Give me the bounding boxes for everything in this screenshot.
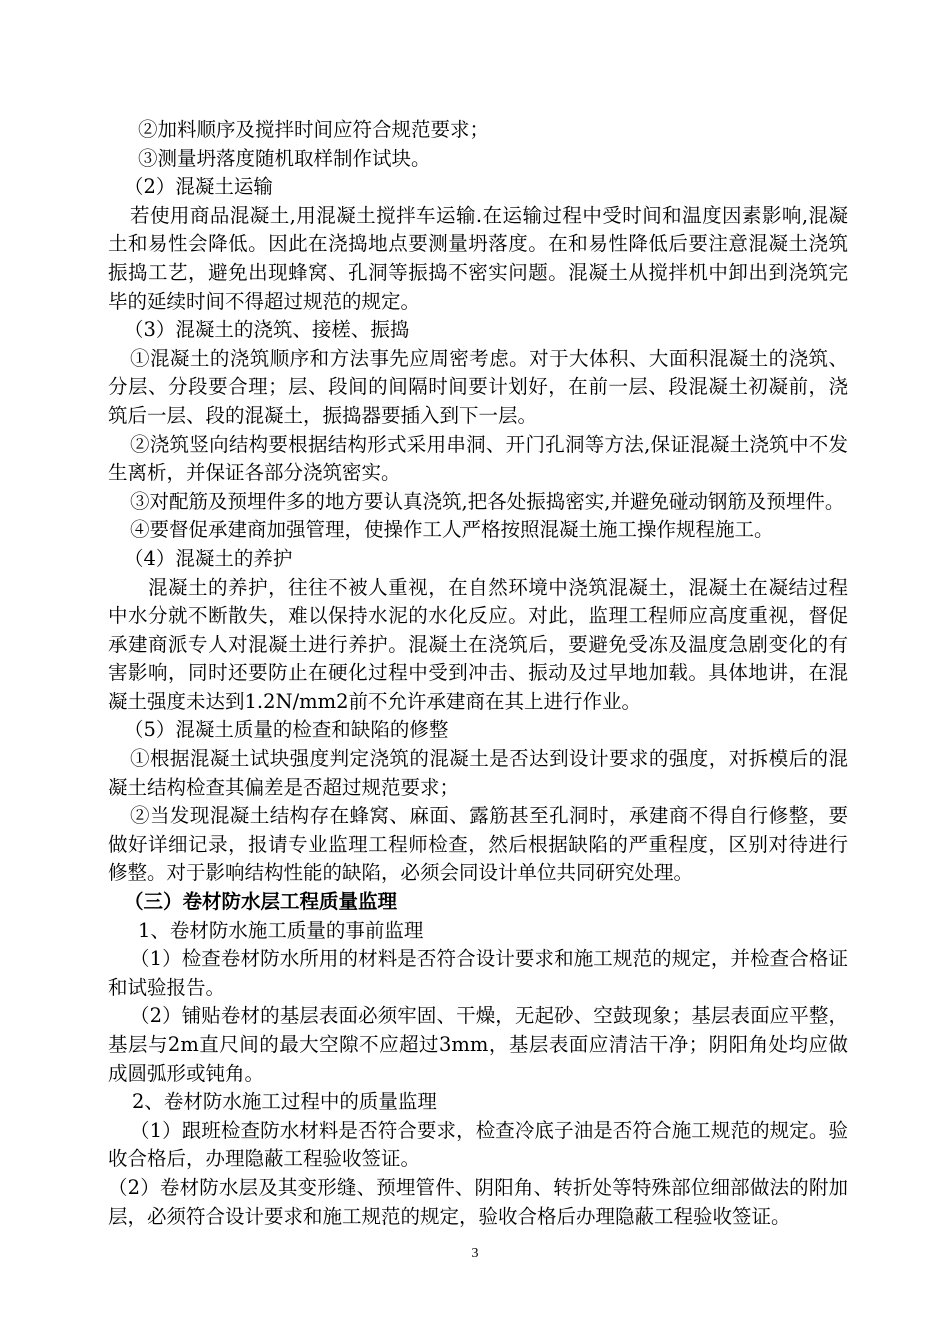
page-number: 3: [471, 1246, 479, 1261]
paragraph-pouring-2: ②浇筑竖向结构要根据结构形式采用串洞、开门孔洞等方法,保证混凝土浇筑中不发生离析，并保证各部分浇筑密实。: [108, 432, 848, 485]
paragraph-during-1: （1）跟班检查防水材料是否符合要求，检查冷底子油是否符合施工规范的规定。验收合格后，办理隐蔽工程验收签证。: [108, 1118, 848, 1171]
heading-membrane-waterproof: （三）卷材防水层工程质量监理: [124, 890, 398, 914]
paragraph-curing: 混凝土的养护，往往不被人重视，在自然环境中浇筑混凝土，混凝土在凝结过程中水分就不断散失，难以保持水泥的水化反应。对此，监理工程师应高度重视，督促承建商派专人对混凝土进行养护。混凝土在浇筑后，要避免受冻及温度急剧变化的有害影响，同时还要防止在硬化过程中受到冲击、振动及过早地加载。具体地讲，在混凝土强度未达到1.2N/mm2前不允许承建商在其上进行作业。: [108, 575, 848, 713]
paragraph-quality-1: ①根据混凝土试块强度判定浇筑的混凝土是否达到设计要求的强度，对拆模后的混凝土结构检查其偏差是否超过规范要求；: [108, 747, 848, 799]
paragraph-quality-2: ②当发现混凝土结构存在蜂窝、麻面、露筋甚至孔洞时，承建商不得自行修整，要做好详细记录，报请专业监理工程师检查，然后根据缺陷的严重程度，区别对待进行修整。对于影响结构性能的缺陷，必须会同设计单位共同研究处理。: [108, 804, 848, 885]
heading-concrete-transport: （2）混凝土运输: [124, 175, 273, 199]
paragraph-slump-test: ③测量坍落度随机取样制作试块。: [138, 146, 431, 170]
paragraph-pouring-4: ④要督促承建商加强管理，使操作工人严格按照混凝土施工操作规程施工。: [130, 518, 774, 542]
page-body: [108, 116, 848, 1231]
heading-quality-check: （5）混凝土质量的检查和缺陷的修整: [124, 718, 449, 742]
heading-pre-construction: 1、卷材防水施工质量的事前监理: [138, 918, 424, 942]
heading-during-construction: 2、卷材防水施工过程中的质量监理: [132, 1090, 437, 1114]
paragraph-pre-2: （2）铺贴卷材的基层表面必须牢固、干燥，无起砂、空鼓现象；基层表面应平整，基层与2m直尺间的最大空隙不应超过3mm，基层表面应清洁干净；阴阳角处均应做成圆弧形或钝角。: [108, 1004, 848, 1085]
paragraph-transport: 若使用商品混凝土,用混凝土搅拌车运输.在运输过程中受时间和温度因素影响,混凝土和易性会降低。因此在浇捣地点要测量坍落度。在和易性降低后要注意混凝土浇筑振捣工艺，避免出现蜂窝、孔洞等振捣不密实问题。混凝土从搅拌机中卸出到浇筑完毕的延续时间不得超过规范的规定。: [108, 203, 848, 313]
heading-pouring: （3）混凝土的浇筑、接槎、振捣: [124, 318, 410, 342]
paragraph-mixing-order: ②加料顺序及搅拌时间应符合规范要求；: [138, 118, 490, 141]
paragraph-pouring-1: ①混凝土的浇筑顺序和方法事先应周密考虑。对于大体积、大面积混凝土的浇筑、分层、分段要合理；层、段间的间隔时间要计划好，在前一层、段混凝土初凝前，浇筑后一层、段的混凝土，振捣器要插入到下一层。: [108, 346, 848, 427]
paragraph-pouring-3: ③对配筋及预埋件多的地方要认真浇筑,把各处振捣密实,并避免碰动钢筋及预埋件。: [130, 489, 845, 513]
heading-curing: （4）混凝土的养护: [124, 546, 293, 570]
paragraph-during-2: （2）卷材防水层及其变形缝、预埋管件、阴阳角、转折处等特殊部位细部做法的附加层，必须符合设计要求和施工规范的规定，验收合格后办理隐蔽工程验收签证。: [108, 1175, 848, 1228]
paragraph-pre-1: （1）检查卷材防水所用的材料是否符合设计要求和施工规范的规定，并检查合格证和试验报告。: [108, 947, 848, 999]
